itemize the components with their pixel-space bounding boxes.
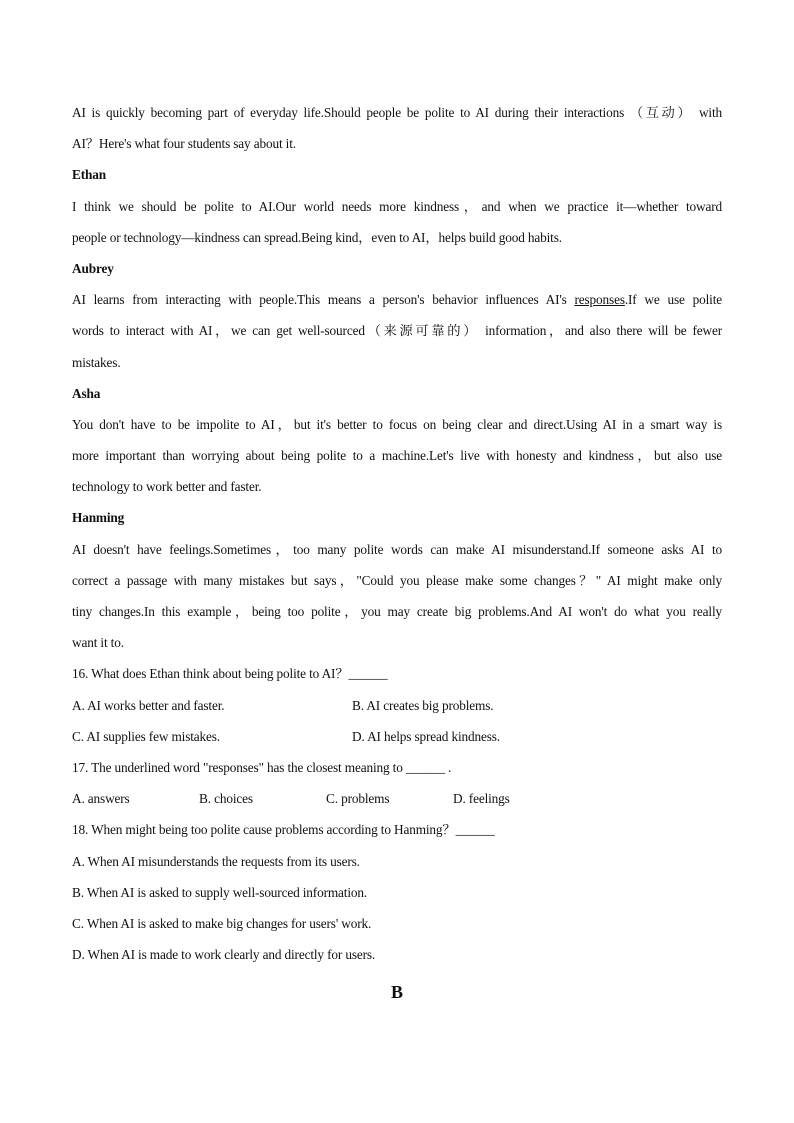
question-18-option-c: C. When AI is asked to make big changes for users' work. [72,915,372,931]
asha-paragraph-line: more important than worrying about being polite to a machine.Let's live with honesty and kindness，but also use [72,448,722,464]
question-17-option-b: B. choices [199,791,253,807]
aubrey-paragraph-line: words to interact with AI，we can get well-sourced（来源可靠的） information，and also there will be fewer [72,323,722,339]
aubrey-text: AI learns from interacting with people.This means a person's behavior influences AI's [72,292,575,308]
ethan-paragraph-line: I think we should be polite to AI.Our world needs more kindness，and when we practice it—whether toward [72,198,722,214]
asha-paragraph-line: You don't have to be impolite to AI，but it's better to focus on being clear and direct.Using AI in a smart way is [72,416,722,432]
question-18-option-a: A. When AI misunderstands the requests from its users. [72,853,360,869]
question-16-option-b: B. AI creates big problems. [352,697,494,713]
hanming-paragraph-line: tiny changes.In this example，being too polite，you may create big problems.And AI won't do what you really [72,604,722,619]
hanming-paragraph-line: want it to. [72,635,124,651]
hanming-paragraph-line: AI doesn't have feelings.Sometimes，too many polite words can make AI misunderstand.If someone asks AI to [72,541,722,557]
student-name-hanming: Hanming [72,510,125,526]
question-17-option-c: C. problems [326,791,390,807]
asha-paragraph-line: technology to work better and faster. [72,479,262,495]
question-18-option-d: D. When AI is made to work clearly and directly for users. [72,947,376,963]
question-18-option-b: B. When AI is asked to supply well-sourced information. [72,884,368,900]
section-heading-b: B [390,982,403,1002]
intro-line: AI？Here's what four students say about it. [72,136,296,152]
question-16-option-c: C. AI supplies few mistakes. [72,728,220,744]
question-16-option-d: D. AI helps spread kindness. [352,728,500,744]
aubrey-paragraph-line [72,284,722,315]
question-16-options-row [72,721,722,752]
question-17-options-row [72,783,722,814]
document-body [72,97,722,970]
intro-line: AI is quickly becoming part of everyday life.Should people be polite to AI during their interactions （互动） with [72,105,722,120]
student-name-aubrey: Aubrey [72,260,114,276]
underlined-word-responses: responses [574,292,625,308]
aubrey-text: .If we use polite [624,292,722,308]
question-18-stem: 18. When might being too polite cause problems according to Hanming？______ [72,822,495,838]
aubrey-paragraph-line: mistakes. [72,354,121,370]
ethan-paragraph-line: people or technology—kindness can spread.Being kind，even to AI，helps build good habits. [72,229,562,245]
student-name-ethan: Ethan [72,167,106,183]
hanming-paragraph-line: correct a passage with many mistakes but says，"Could you please make some changes？" AI might make only [72,572,722,588]
question-16-stem: 16. What does Ethan think about being polite to AI？______ [72,666,388,682]
question-16-option-a: A. AI works better and faster. [72,697,225,713]
question-17-stem: 17. The underlined word "responses" has the closest meaning to ______ . [72,759,452,775]
question-16-options-row [72,690,722,721]
student-name-asha: Asha [72,385,101,401]
question-17-option-a: A. answers [72,791,130,807]
question-17-option-d: D. feelings [453,791,510,807]
